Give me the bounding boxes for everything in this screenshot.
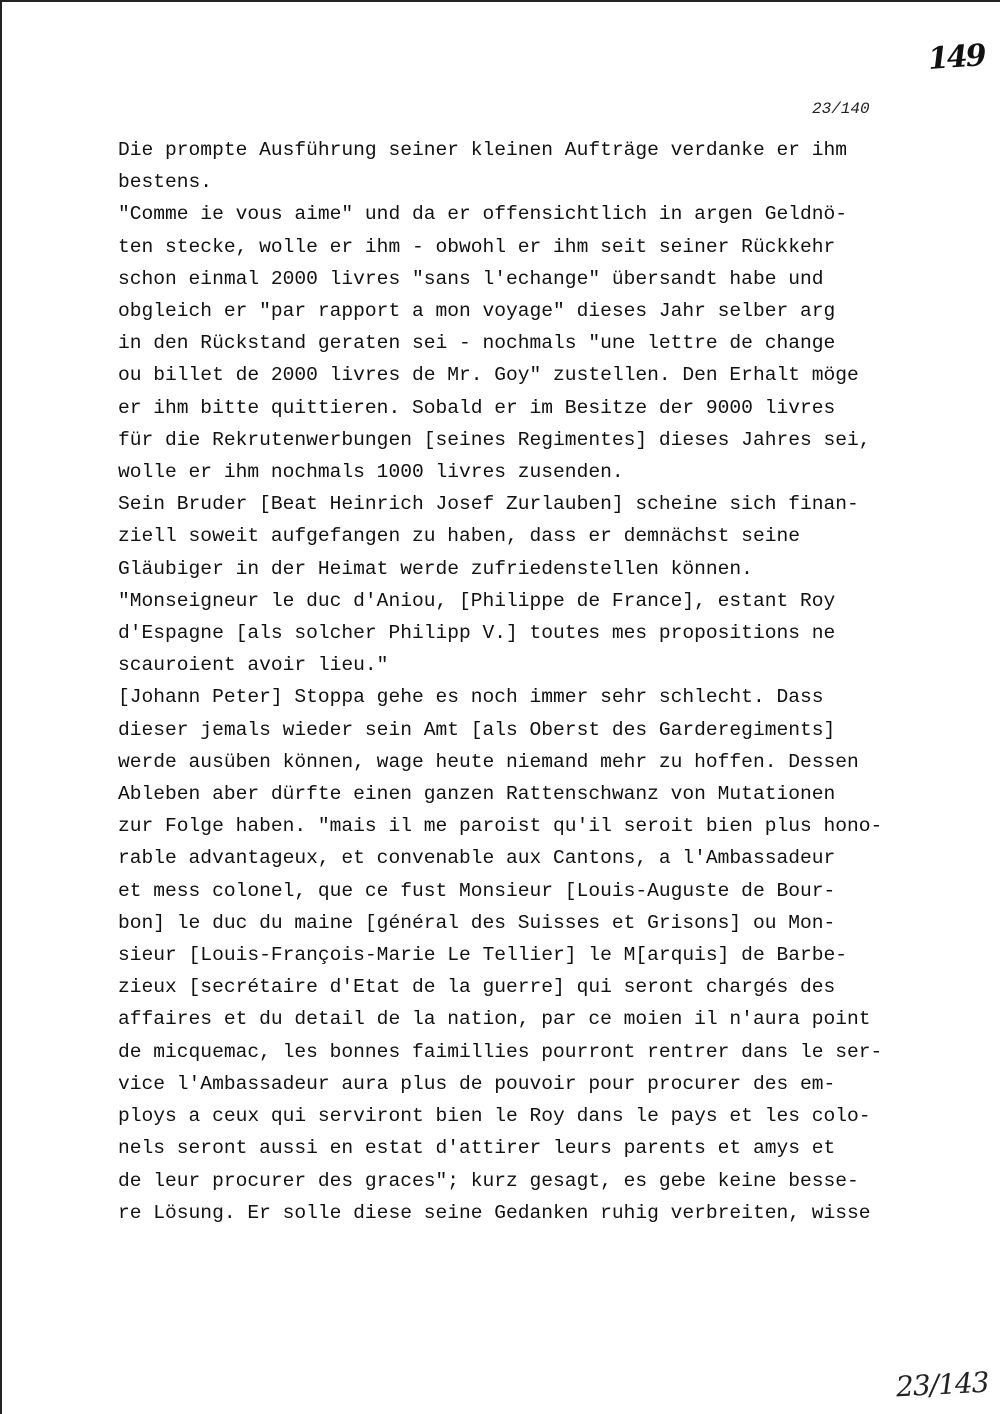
text-line: bestens. xyxy=(118,171,213,194)
handwritten-folio-number: 149 xyxy=(926,38,986,77)
text-line: "Monseigneur le duc d'Aniou, [Philippe de France], estant Roy xyxy=(118,589,836,612)
text-line: de leur procurer des graces"; kurz gesagt, es gebe keine besse- xyxy=(118,1169,859,1192)
text-line: de micquemac, les bonnes faimillies pourront rentrer dans le ser- xyxy=(118,1040,883,1063)
text-line: vice l'Ambassadeur aura plus de pouvoir pour procurer des em- xyxy=(118,1072,836,1095)
text-line: sieur [Louis-François-Marie Le Tellier] le M[arquis] de Barbe- xyxy=(118,944,848,967)
text-line: Die prompte Ausführung seiner kleinen Aufträge verdanke er ihm xyxy=(118,139,848,161)
text-line: ziell soweit aufgefangen zu haben, dass er demnächst seine xyxy=(118,525,800,548)
scan-border-top xyxy=(0,0,1000,2)
scan-border-left xyxy=(0,0,2,1414)
text-line: zieux [secrétaire d'Etat de la guerre] qui seront chargés des xyxy=(118,976,836,999)
page-reference: 23/140 xyxy=(812,100,870,118)
text-line: d'Espagne [als solcher Philipp V.] toutes mes propositions ne xyxy=(118,622,836,645)
text-line: re Lösung. Er solle diese seine Gedanken ruhig verbreiten, wisse xyxy=(118,1201,871,1224)
text-line: in den Rückstand geraten sei - nochmals "une lettre de change xyxy=(118,332,836,355)
text-line: schon einmal 2000 livres "sans l'echange" übersandt habe und xyxy=(118,267,824,290)
text-line: für die Rekrutenwerbungen [seines Regimentes] dieses Jahres sei, xyxy=(118,428,871,451)
text-line: werde ausüben können, wage heute niemand mehr zu hoffen. Dessen xyxy=(118,750,859,773)
text-line: nels seront aussi en estat d'attirer leurs parents et amys et xyxy=(118,1137,836,1160)
document-body xyxy=(118,134,938,1229)
text-line: ten stecke, wolle er ihm - obwohl er ihm seit seiner Rückkehr xyxy=(118,235,836,258)
text-line: et mess colonel, que ce fust Monsieur [Louis-Auguste de Bour- xyxy=(118,879,836,902)
text-line: obgleich er "par rapport a mon voyage" dieses Jahr selber arg xyxy=(118,300,836,323)
text-line: dieser jemals wieder sein Amt [als Oberst des Garderegiments] xyxy=(118,718,836,741)
text-line: Ableben aber dürfte einen ganzen Rattenschwanz von Mutationen xyxy=(118,783,836,806)
handwritten-archive-number: 23/143 xyxy=(895,1365,990,1404)
text-line: er ihm bitte quittieren. Sobald er im Besitze der 9000 livres xyxy=(118,396,836,419)
text-line: bon] le duc du maine [général des Suisses et Grisons] ou Mon- xyxy=(118,911,836,934)
text-line: ploys a ceux qui serviront bien le Roy dans le pays et les colo- xyxy=(118,1105,871,1128)
text-line: Gläubiger in der Heimat werde zufriedenstellen können. xyxy=(118,557,753,580)
text-line: scauroient avoir lieu." xyxy=(118,654,389,677)
text-line: ou billet de 2000 livres de Mr. Goy" zustellen. Den Erhalt möge xyxy=(118,364,859,387)
text-line: wolle er ihm nochmals 1000 livres zusenden. xyxy=(118,461,624,484)
text-line: zur Folge haben. "mais il me paroist qu'il seroit bien plus hono- xyxy=(118,815,883,838)
text-line: affaires et du detail de la nation, par ce moien il n'aura point xyxy=(118,1008,871,1031)
text-line: Sein Bruder [Beat Heinrich Josef Zurlauben] scheine sich finan- xyxy=(118,493,859,516)
text-line: [Johann Peter] Stoppa gehe es noch immer sehr schlecht. Dass xyxy=(118,686,824,709)
text-line: rable advantageux, et convenable aux Cantons, a l'Ambassadeur xyxy=(118,847,836,870)
text-line: "Comme ie vous aime" und da er offensichtlich in argen Geldnö- xyxy=(118,203,848,226)
